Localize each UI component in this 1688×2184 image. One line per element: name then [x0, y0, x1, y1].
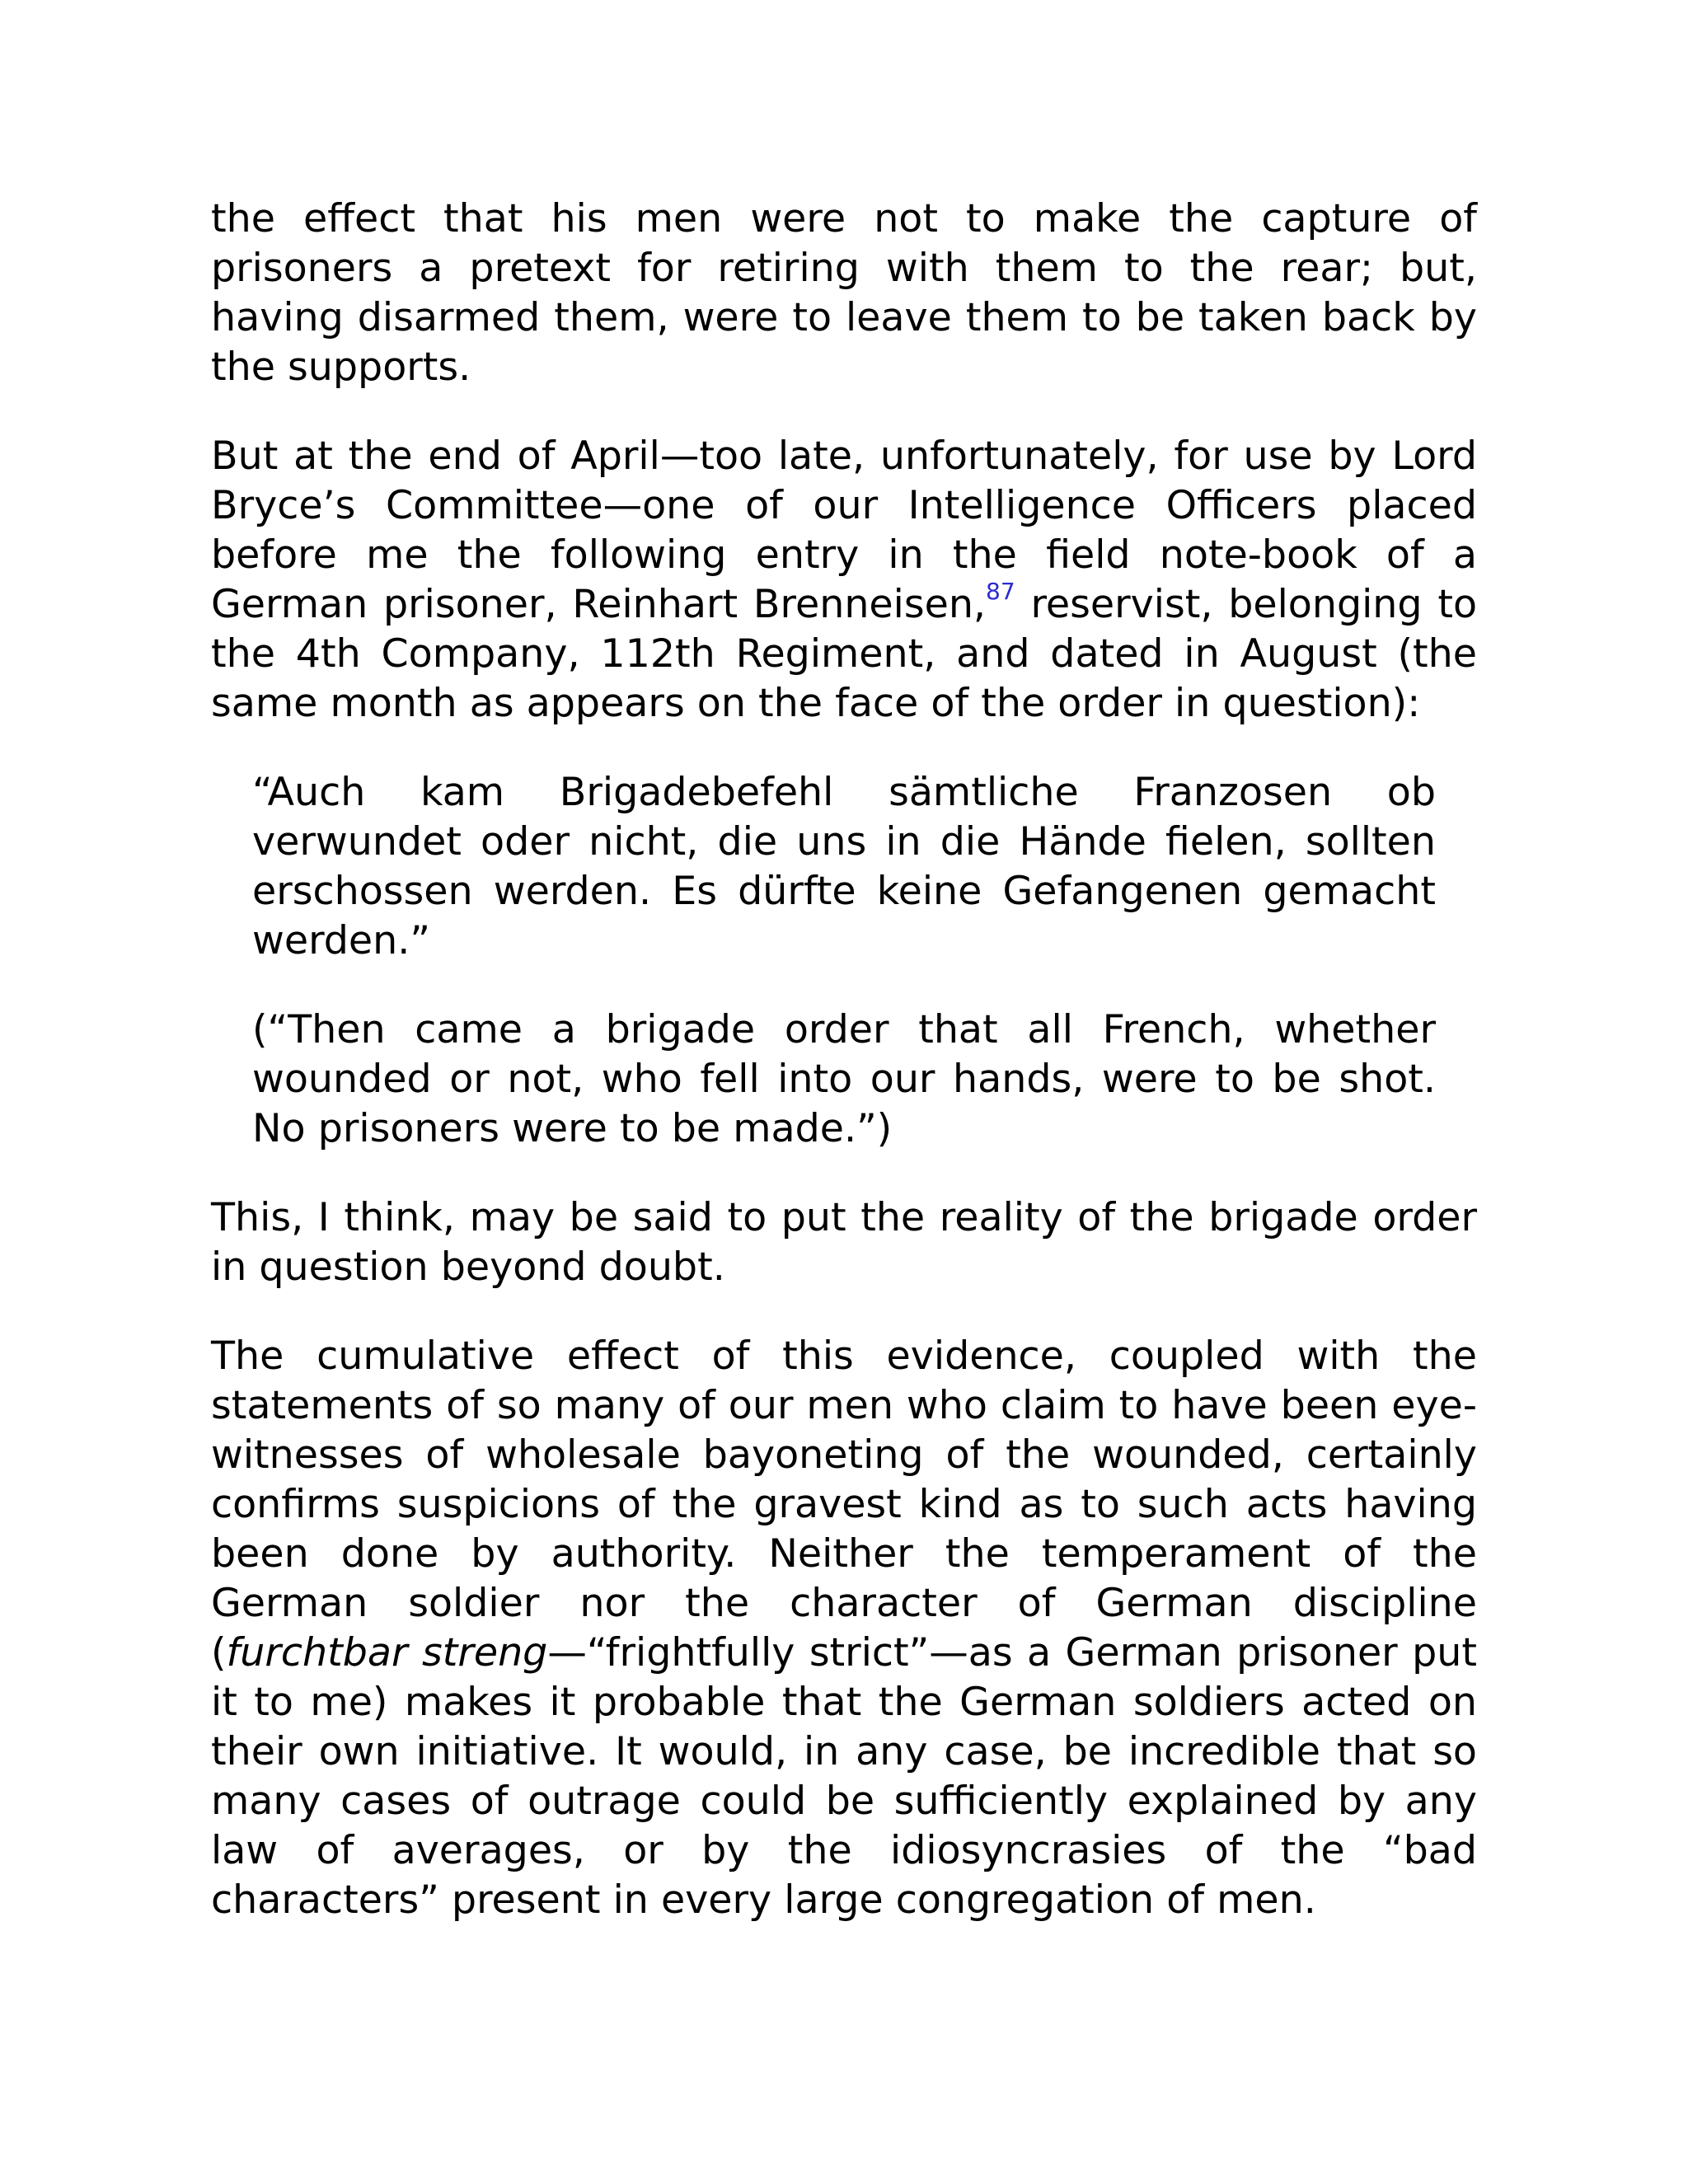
italic-phrase: furchtbar streng: [226, 1630, 548, 1675]
paragraph-2-text-before: But at the end of April—too late, unfortunately, for use by Lord Bryce’s Committee—one of our Intelligence Officers placed before me the following entry in the field note-book of a German prisoner, Reinhart Brenneisen,: [211, 434, 1477, 627]
footnote-ref: [986, 578, 1015, 605]
english-quote-text: (“Then came a brigade order that all French, whether wounded or not, who fell into our hands, were to be shot. No prisoners were to be made.”): [252, 1007, 1436, 1151]
german-quote-text: “Auch kam Brigadebefehl sämtliche Franzosen ob verwundet oder nicht, die uns in die Hände fielen, sollten erschossen werden. Es dürfte keine Gefangenen gemacht werden.”: [252, 770, 1436, 963]
paragraph-4: [211, 1332, 1477, 1925]
german-quote: [252, 768, 1436, 966]
paragraph-1-text: the effect that his men were not to make the capture of prisoners a pretext for retiring with them to the rear; but, having disarmed them, were to leave them to be taken back by the supports.: [211, 196, 1477, 390]
paragraph-2-text-after: reservist, belonging to the 4th Company, 112th Regiment, and dated in August (the same month as appears on the face of the order in question):: [211, 582, 1477, 726]
document-page: [211, 194, 1477, 1965]
paragraph-2: [211, 432, 1477, 729]
paragraph-3-text: This, I think, may be said to put the reality of the brigade order in question beyond doubt.: [211, 1195, 1477, 1290]
paragraph-3: [211, 1193, 1477, 1292]
paragraph-1: [211, 194, 1477, 392]
paragraph-4-text-after: —“frightfully strict”—as a German prisoner put it to me) makes it probable that the German soldiers acted on their own initiative. It would, in any case, be incredible that so many cases of outrage could be sufficiently explained by any law of averages, or by the idiosyncrasies of the “bad characters” present in every large congregation of men.: [211, 1630, 1477, 1923]
footnote-link-87[interactable]: 87: [986, 578, 1015, 605]
paragraph-4-text-before: The cumulative effect of this evidence, coupled with the statements of so many of our men who claim to have been eye-witnesses of wholesale bayoneting of the wounded, certainly confirms suspicions of the gravest kind as to such acts having been done by authority. Neither the temperament of the German soldier nor the character of German discipline (: [211, 1333, 1477, 1675]
english-translation-quote: [252, 1005, 1436, 1154]
